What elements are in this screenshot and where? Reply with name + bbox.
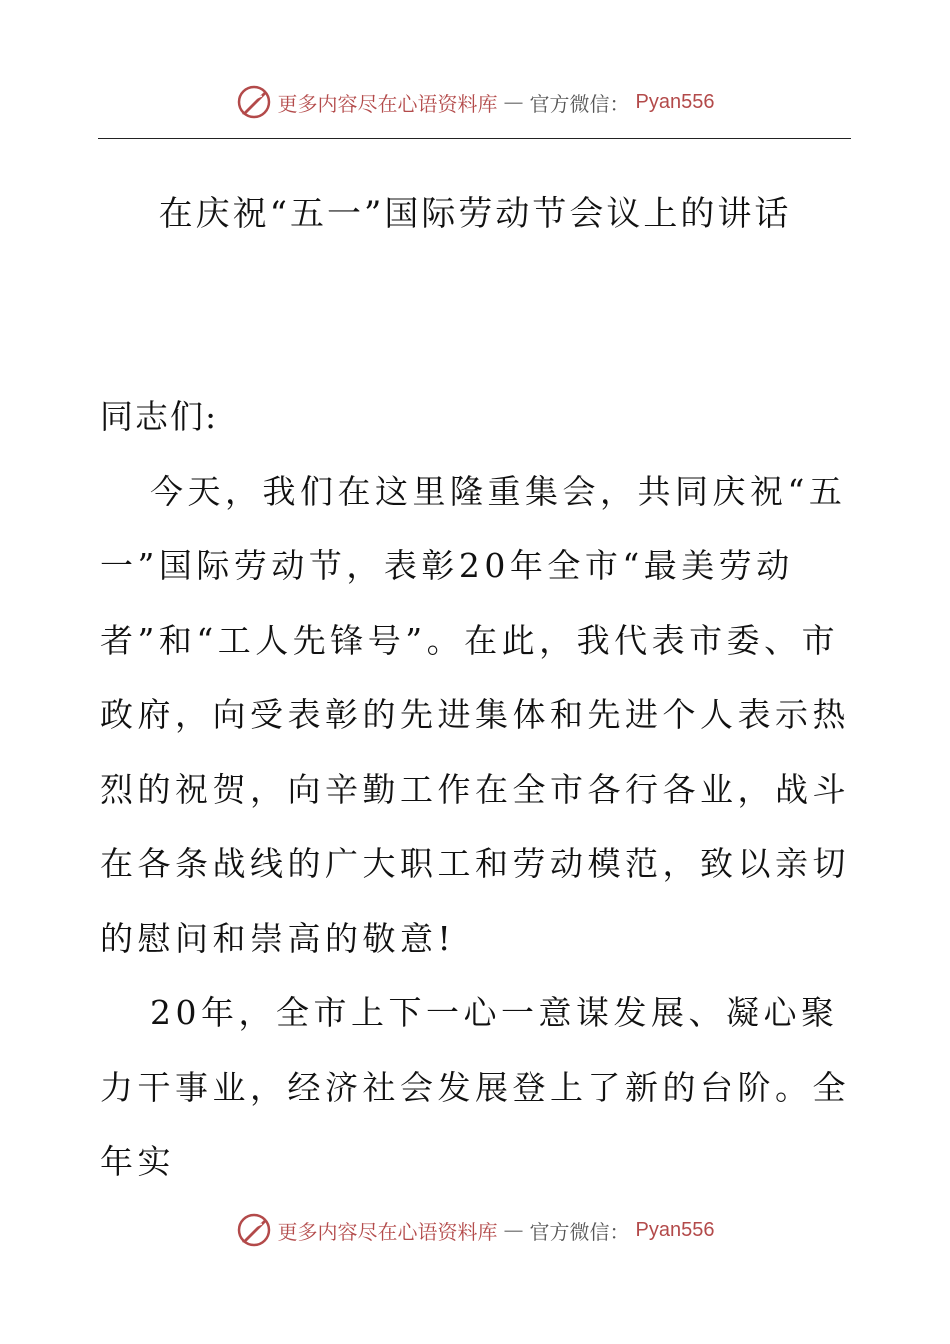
paragraph: 今天，我们在这里隆重集会，共同庆祝“五一”国际劳动节，表彰20年全市“最美劳动者”和“工人先锋号”。在此，我代表市委、市政府，向受表彰的先进集体和先进个人表示热烈的祝贺，向辛勤工作在全市各行各业，战斗在各条战线的广大职工和劳动模范，致以亲切的慰问和崇高的敬意! <box>100 471 850 958</box>
footer-wechat-id: Pyan556 <box>635 1218 715 1241</box>
footer-brand-text: 更多内容尽在心语资料库 <box>277 1219 498 1244</box>
header-wechat-label: 官方微信： <box>529 91 630 116</box>
document-title: 在庆祝“五一”国际劳动节会议上的讲话 <box>158 194 792 234</box>
document-body <box>100 380 852 1200</box>
header-banner <box>0 82 950 122</box>
header-wechat-id: Pyan556 <box>635 90 715 113</box>
greeting: 同志们: <box>100 397 219 436</box>
header-divider <box>98 138 851 139</box>
header-dash: — <box>503 90 524 114</box>
paragraph: 20年，全市上下一心一意谋发展、凝心聚力干事业，经济社会发展登上了新的台阶。全年实 <box>100 993 850 1181</box>
header-brand-text: 更多内容尽在心语资料库 <box>277 91 498 116</box>
quill-logo-icon <box>236 1212 272 1248</box>
quill-logo-icon <box>236 84 272 120</box>
footer-dash: — <box>503 1218 524 1242</box>
footer-wechat-label: 官方微信： <box>529 1219 630 1244</box>
footer-banner <box>0 1210 950 1250</box>
